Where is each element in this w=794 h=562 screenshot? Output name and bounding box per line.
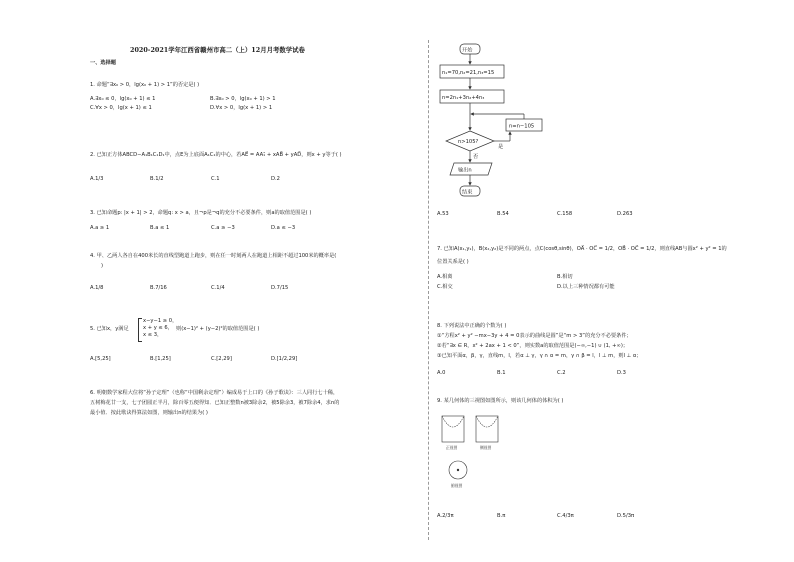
q6-line-1: 6. 明朝数学家程大位将“孙子定理”（也称“中国剩余定理”）编成易于上口的《孙子歌诀》：三人同行七十稀， xyxy=(90,390,339,396)
section-label: 一、选择题 xyxy=(90,60,116,66)
flow-init-label: n₁=70,n₂=21,n₃=15 xyxy=(442,70,495,76)
q5-stem-post: 则(x−1)² + (y−2)²的取值范围是( ) xyxy=(176,326,260,332)
q3-stem: 3. 已知命题p: |x + 1| > 2，命题q: x > a，且¬p是¬q的充分不必要条件，则a的取值范围是( ) xyxy=(90,210,312,216)
q7-option-a: A.相离 xyxy=(437,274,453,280)
q1-option-d: D.∀x > 0，lg(x + 1) > 1 xyxy=(210,105,273,111)
q5-option-a: A.[5,25] xyxy=(90,356,111,362)
q1-option-a: A.∃x₀ ≤ 0，lg(x₀ + 1) ≤ 1 xyxy=(90,96,156,102)
flow-assign-label: n=2n₁+3n₂+4n₃ xyxy=(442,95,485,101)
flowchart xyxy=(436,40,556,210)
front-view-label: 正视图 xyxy=(446,445,458,450)
q9-option-c: C.4/3π xyxy=(557,513,574,519)
q2-option-d: D.2 xyxy=(271,176,280,182)
q8-option-d: D.3 xyxy=(617,370,626,376)
q7-option-c: C.相交 xyxy=(437,284,453,290)
flow-no-label: 否 xyxy=(473,154,479,160)
q8-stem: 8. 下列说法中正确的个数为( ) xyxy=(437,323,507,329)
q5-brace xyxy=(138,318,142,342)
top-view-center xyxy=(457,469,459,471)
q5-system-2: x + y ≤ 6， xyxy=(143,325,173,331)
q6-option-a: A.53 xyxy=(437,211,449,217)
three-view-diagram xyxy=(436,412,506,490)
q5-system-1: x−y−1 ≥ 0， xyxy=(143,318,178,324)
q8-option-b: B.1 xyxy=(497,370,506,376)
q7-option-d: D.以上三种情况都有可能 xyxy=(557,284,615,290)
q8-statement-3: ③已知平面α，β，γ，直线m，l，若α ⊥ γ，γ ∩ α = m，γ ∩ β = l，l ⊥ m，则l ⊥ α； xyxy=(437,353,642,359)
q9-option-d: D.5/3π xyxy=(617,513,635,519)
q3-option-c: C.a ≥ −3 xyxy=(211,225,235,231)
q6-line-2: 五树梅花廿一支，七子团圆正半月，除百零五便得知．已知正整数n被3除余2，被5除余3，被7除余4，求n的 xyxy=(90,400,340,406)
q5-option-d: D.[1/2,29] xyxy=(271,356,298,362)
flow-subtract-label: n=n−105 xyxy=(509,123,535,130)
q4-stem: 4. 甲、乙两人各自在400米长的直线型跑道上跑步，则在任一时刻两人在跑道上相距不超过100米的概率是( xyxy=(90,253,337,259)
q2-stem: 2. 已知正方体ABCD−A₁B₁C₁D₁中，点E为上底面A₁C₁的中心，若AE⃗ = AA₁⃗ + xAB⃗ + yAD⃗，则x + y等于( ) xyxy=(90,152,342,158)
q3-option-b: B.a ≤ 1 xyxy=(150,225,170,231)
q8-option-c: C.2 xyxy=(557,370,566,376)
column-divider xyxy=(428,40,429,540)
q8-statement-2: ②若“∃x ∈ R，x² + 2ax + 1 < 0”，则实数a的取值范围是(−∞,−1) ∪ (1, +∞)； xyxy=(437,343,629,349)
q6-line-3: 最小值．按此歌诀得算法如图，则输出n的结果为( ) xyxy=(90,410,208,416)
side-view-label: 侧视图 xyxy=(480,445,492,450)
q4-option-d: D.7/15 xyxy=(271,285,289,291)
top-view-label: 俯视图 xyxy=(451,483,463,488)
q5-system-3: x ≤ 3， xyxy=(143,332,163,338)
q6-option-b: B.54 xyxy=(497,211,509,217)
flow-end-label: 结束 xyxy=(462,189,473,196)
flow-output-label: 输出n xyxy=(458,167,472,174)
q5-stem-pre: 5. 已知x，y满足 xyxy=(90,326,129,332)
q9-stem: 9. 某几何体的三视图如图所示，则该几何体的体积为( ) xyxy=(437,398,564,404)
side-view-frame xyxy=(476,416,498,442)
q1-stem: 1. 命题“∃x₀ > 0，lg(x₀ + 1) > 1”的否定是( ) xyxy=(90,82,200,88)
q2-option-b: B.1/2 xyxy=(150,176,164,182)
flow-condition-label: n>105? xyxy=(458,139,479,145)
q2-option-c: C.1 xyxy=(211,176,220,182)
q5-option-c: C.[2,29] xyxy=(211,356,232,362)
q4-option-b: B.7/16 xyxy=(150,285,167,291)
q8-option-a: A.0 xyxy=(437,370,446,376)
q1-option-c: C.∀x > 0，lg(x + 1) ≤ 1 xyxy=(90,105,152,111)
q6-option-d: D.263 xyxy=(617,211,633,217)
q1-option-b: B.∃x₀ > 0，lg(x₀ + 1) > 1 xyxy=(210,96,276,102)
flow-start-label: 开始 xyxy=(462,47,473,54)
q3-option-a: A.a ≥ 1 xyxy=(90,225,110,231)
front-view-frame xyxy=(442,416,464,442)
q4-option-a: A.1/8 xyxy=(90,285,104,291)
q4-option-c: C.1/4 xyxy=(211,285,225,291)
q7-line-1: 7. 已知A(x₁,y₁)，B(x₂,y₂)是不同的两点，点C(cosθ,sinθ)，OA⃗ · OC⃗ = 1/2，OB⃗ · OC⃗ = 1/2，则直线AB与圆x² + y² = 1的 xyxy=(437,246,727,252)
flow-yes-label: 是 xyxy=(498,144,504,150)
q9-option-b: B.π xyxy=(497,513,506,519)
q2-option-a: A.1/3 xyxy=(90,176,104,182)
q7-line-2: 位置关系是( ) xyxy=(437,259,469,265)
q9-option-a: A.2/3π xyxy=(437,513,454,519)
q5-option-b: B.[1,25] xyxy=(150,356,171,362)
q3-option-d: D.a ≤ −3 xyxy=(271,225,296,231)
page-title: 2020-2021学年江西省赣州市高二（上）12月月考数学试卷 xyxy=(130,46,305,54)
q4-stem-tail: ) xyxy=(101,263,104,269)
q7-option-b: B.相切 xyxy=(557,274,573,280)
q6-option-c: C.158 xyxy=(557,211,573,217)
q8-statement-1: ①“方程x² + y² −mx−3y + 4 = 0表示的曲线是圆”是“m > 3”的充分不必要条件； xyxy=(437,333,632,339)
